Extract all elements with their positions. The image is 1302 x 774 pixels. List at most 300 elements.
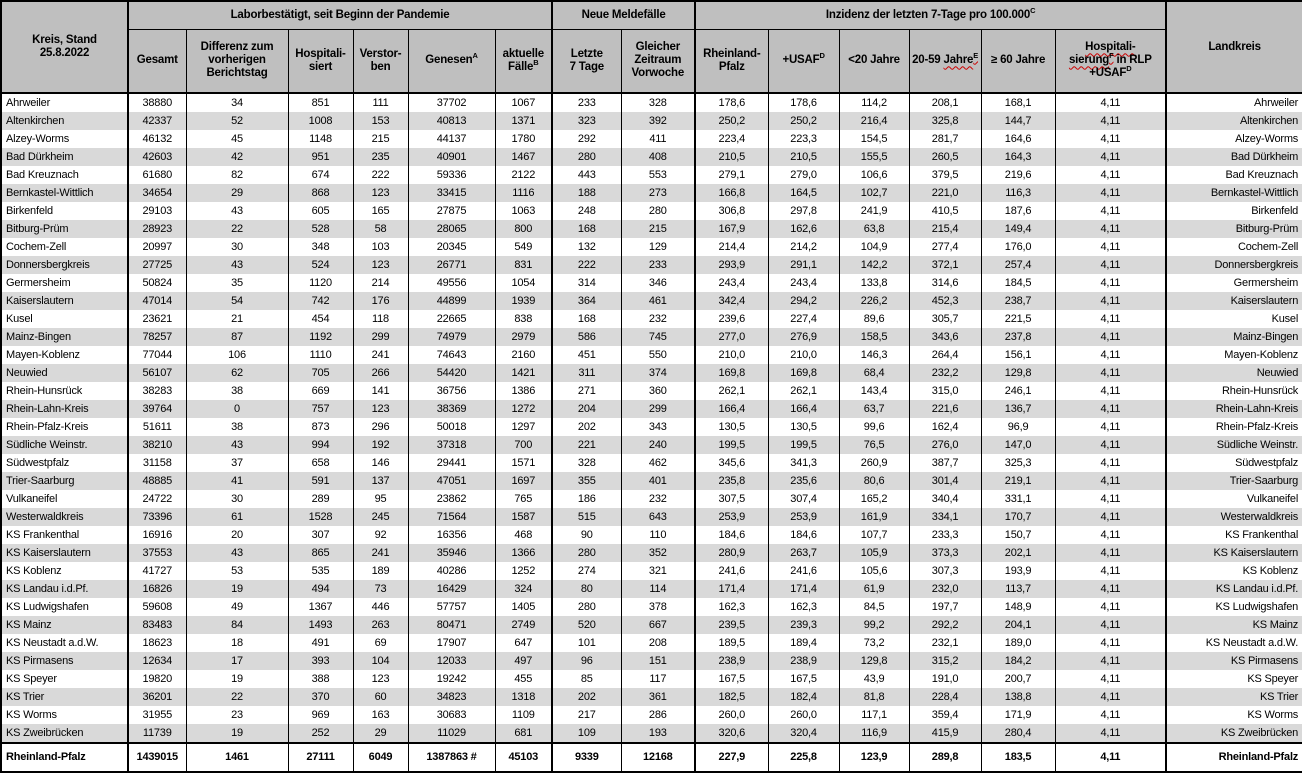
value-cell-aktuelle-faelle: 2979	[495, 328, 552, 346]
landkreis-cell: Bernkastel-Wittlich	[1166, 184, 1302, 202]
footnote-superscript: D	[819, 51, 825, 61]
value-cell-hospitalisierung-in-rlp-usaf: 4,11	[1055, 454, 1166, 472]
value-cell-ab-60-jahre: 144,7	[981, 112, 1055, 130]
value-cell-hospitalisierung-in-rlp-usaf: 4,11	[1055, 220, 1166, 238]
value-cell-hospitalisierung-in-rlp-usaf: 4,11	[1055, 724, 1166, 743]
value-cell-hospitalisierung-in-rlp-usaf: 4,11	[1055, 238, 1166, 256]
value-cell-plus-usaf: 178,6	[768, 93, 839, 112]
value-cell-letzte-7-tage: 109	[552, 724, 621, 743]
value-cell-letzte-7-tage: 280	[552, 598, 621, 616]
kreis-name-cell: Cochem-Zell	[1, 238, 128, 256]
value-cell-aktuelle-faelle: 1371	[495, 112, 552, 130]
value-cell-hospitalisiert: 1120	[288, 274, 353, 292]
value-cell-gesamt: 78257	[128, 328, 186, 346]
value-cell-aktuelle-faelle: 1054	[495, 274, 552, 292]
value-cell-rheinland-pfalz: 238,9	[695, 652, 768, 670]
value-cell-unter-20-jahre: 260,9	[839, 454, 909, 472]
kreis-name-cell: Westerwaldkreis	[1, 508, 128, 526]
value-cell-genesen: 57757	[408, 598, 495, 616]
value-cell-differenz-zum-vorherigen-berichtstag: 18	[186, 634, 288, 652]
value-cell-gleicher-zeitraum-vorwoche: 411	[621, 130, 695, 148]
value-cell-aktuelle-faelle: 700	[495, 436, 552, 454]
value-cell-rheinland-pfalz: 169,8	[695, 364, 768, 382]
value-cell-gleicher-zeitraum-vorwoche: 392	[621, 112, 695, 130]
kreis-name-cell: Südliche Weinstr.	[1, 436, 128, 454]
value-cell-unter-20-jahre: 158,5	[839, 328, 909, 346]
value-cell-letzte-7-tage: 314	[552, 274, 621, 292]
column-header-letzte-7-tage: Letzte 7 Tage	[552, 29, 621, 93]
value-cell-plus-usaf: 263,7	[768, 544, 839, 562]
value-cell-gleicher-zeitraum-vorwoche: 328	[621, 93, 695, 112]
landkreis-cell: Trier-Saarburg	[1166, 472, 1302, 490]
value-cell-20-59-jahre: 452,3	[909, 292, 981, 310]
value-cell-hospitalisierung-in-rlp-usaf: 4,11	[1055, 472, 1166, 490]
value-cell-letzte-7-tage: 280	[552, 544, 621, 562]
value-cell-ab-60-jahre: 147,0	[981, 436, 1055, 454]
value-cell-hospitalisierung-in-rlp-usaf: 4,11	[1055, 688, 1166, 706]
value-cell-letzte-7-tage: 202	[552, 688, 621, 706]
kreis-name-cell: Bad Dürkheim	[1, 148, 128, 166]
value-cell-gleicher-zeitraum-vorwoche: 361	[621, 688, 695, 706]
value-cell-hospitalisiert: 1528	[288, 508, 353, 526]
landkreis-cell: KS Frankenthal	[1166, 526, 1302, 544]
value-cell-gleicher-zeitraum-vorwoche: 129	[621, 238, 695, 256]
value-cell-gesamt: 42603	[128, 148, 186, 166]
value-cell-letzte-7-tage: 132	[552, 238, 621, 256]
value-cell-differenz-zum-vorherigen-berichtstag: 22	[186, 688, 288, 706]
value-cell-differenz-zum-vorherigen-berichtstag: 17	[186, 652, 288, 670]
value-cell-letzte-7-tage: 168	[552, 310, 621, 328]
value-cell-20-59-jahre: 215,4	[909, 220, 981, 238]
value-cell-20-59-jahre: 162,4	[909, 418, 981, 436]
table-row	[1, 93, 1302, 112]
value-cell-hospitalisierung-in-rlp-usaf: 4,11	[1055, 112, 1166, 130]
value-cell-ab-60-jahre: 221,5	[981, 310, 1055, 328]
value-cell-gesamt: 56107	[128, 364, 186, 382]
value-cell-genesen: 22665	[408, 310, 495, 328]
value-cell-hospitalisiert: 591	[288, 472, 353, 490]
value-cell-rheinland-pfalz: 277,0	[695, 328, 768, 346]
value-cell-gesamt: 12634	[128, 652, 186, 670]
table-row	[1, 130, 1302, 148]
value-cell-rheinland-pfalz: 130,5	[695, 418, 768, 436]
value-cell-unter-20-jahre: 241,9	[839, 202, 909, 220]
value-cell-genesen: 17907	[408, 634, 495, 652]
value-cell-genesen: 44137	[408, 130, 495, 148]
value-cell-ab-60-jahre: 170,7	[981, 508, 1055, 526]
value-cell-rheinland-pfalz: 189,5	[695, 634, 768, 652]
value-cell-gleicher-zeitraum-vorwoche: 110	[621, 526, 695, 544]
table-row	[1, 364, 1302, 382]
group-header-laborbestaetigt: Laborbestätigt, seit Beginn der Pandemie	[128, 1, 552, 29]
landkreis-cell: Cochem-Zell	[1166, 238, 1302, 256]
landkreis-cell: Bitburg-Prüm	[1166, 220, 1302, 238]
value-cell-aktuelle-faelle: 468	[495, 526, 552, 544]
value-cell-20-59-jahre: 373,3	[909, 544, 981, 562]
value-cell-aktuelle-faelle: 1467	[495, 148, 552, 166]
value-cell-gesamt: 20997	[128, 238, 186, 256]
value-cell-plus-usaf: 164,5	[768, 184, 839, 202]
value-cell-letzte-7-tage: 355	[552, 472, 621, 490]
kreis-name-cell: Bitburg-Prüm	[1, 220, 128, 238]
footnote-superscript: C	[1030, 5, 1036, 15]
value-cell-rheinland-pfalz: 262,1	[695, 382, 768, 400]
value-cell-20-59-jahre: 387,7	[909, 454, 981, 472]
value-cell-aktuelle-faelle: 2749	[495, 616, 552, 634]
value-cell-hospitalisiert: 1192	[288, 328, 353, 346]
value-cell-differenz-zum-vorherigen-berichtstag: 35	[186, 274, 288, 292]
value-cell-plus-usaf: 341,3	[768, 454, 839, 472]
value-cell-hospitalisierung-in-rlp-usaf: 4,11	[1055, 364, 1166, 382]
spellcheck-underlined-text: Jahre	[943, 54, 974, 67]
value-cell-20-59-jahre: 305,7	[909, 310, 981, 328]
value-cell-plus-usaf: 243,4	[768, 274, 839, 292]
value-cell-genesen: 26771	[408, 256, 495, 274]
value-cell-gesamt: 61680	[128, 166, 186, 184]
value-cell-genesen: 27875	[408, 202, 495, 220]
kreis-name-cell: Mainz-Bingen	[1, 328, 128, 346]
value-cell-gleicher-zeitraum-vorwoche: 462	[621, 454, 695, 472]
table-row	[1, 400, 1302, 418]
value-cell-verstorben: 215	[353, 130, 408, 148]
value-cell-genesen: 35946	[408, 544, 495, 562]
kreis-name-cell: Germersheim	[1, 274, 128, 292]
value-cell-hospitalisierung-in-rlp-usaf: 4,11	[1055, 382, 1166, 400]
value-cell-unter-20-jahre: 155,5	[839, 148, 909, 166]
value-cell-aktuelle-faelle: 324	[495, 580, 552, 598]
value-cell-aktuelle-faelle: 1252	[495, 562, 552, 580]
value-cell-aktuelle-faelle: 838	[495, 310, 552, 328]
value-cell-20-59-jahre: 232,2	[909, 364, 981, 382]
column-header-verstorben: Verstor- ben	[353, 29, 408, 93]
value-cell-letzte-7-tage: 90	[552, 526, 621, 544]
value-cell-genesen: 29441	[408, 454, 495, 472]
value-cell-hospitalisiert: 348	[288, 238, 353, 256]
value-cell-gleicher-zeitraum-vorwoche: 215	[621, 220, 695, 238]
value-cell-aktuelle-faelle: 549	[495, 238, 552, 256]
value-cell-aktuelle-faelle: 800	[495, 220, 552, 238]
table-row	[1, 526, 1302, 544]
value-cell-gleicher-zeitraum-vorwoche: 280	[621, 202, 695, 220]
kreis-name-cell: KS Worms	[1, 706, 128, 724]
table-row	[1, 580, 1302, 598]
table-row	[1, 454, 1302, 472]
value-cell-unter-20-jahre: 107,7	[839, 526, 909, 544]
value-cell-letzte-7-tage: 364	[552, 292, 621, 310]
kreis-name-cell: Rhein-Lahn-Kreis	[1, 400, 128, 418]
value-cell-ab-60-jahre: 136,7	[981, 400, 1055, 418]
value-cell-rheinland-pfalz: 239,5	[695, 616, 768, 634]
table-row	[1, 382, 1302, 400]
value-cell-rheinland-pfalz: 171,4	[695, 580, 768, 598]
value-cell-differenz-zum-vorherigen-berichtstag: 29	[186, 184, 288, 202]
value-cell-rheinland-pfalz: 178,6	[695, 93, 768, 112]
value-cell-hospitalisiert: 393	[288, 652, 353, 670]
value-cell-20-59-jahre: 260,5	[909, 148, 981, 166]
value-cell-hospitalisierung-in-rlp-usaf: 4,11	[1055, 310, 1166, 328]
value-cell-gleicher-zeitraum-vorwoche: 151	[621, 652, 695, 670]
value-cell-rheinland-pfalz: 167,5	[695, 670, 768, 688]
table-row	[1, 706, 1302, 724]
kreis-name-cell: Südwestpfalz	[1, 454, 128, 472]
value-cell-aktuelle-faelle: 681	[495, 724, 552, 743]
value-cell-hospitalisierung-in-rlp-usaf: 4,11	[1055, 580, 1166, 598]
value-cell-unter-20-jahre: 63,8	[839, 220, 909, 238]
value-cell-verstorben: 266	[353, 364, 408, 382]
value-cell-gesamt: 28923	[128, 220, 186, 238]
value-cell-20-59-jahre: 277,4	[909, 238, 981, 256]
landkreis-cell: Rhein-Hunsrück	[1166, 382, 1302, 400]
value-cell-ab-60-jahre: 280,4	[981, 724, 1055, 743]
landkreis-cell: KS Pirmasens	[1166, 652, 1302, 670]
table-row	[1, 472, 1302, 490]
value-cell-20-59-jahre: 314,6	[909, 274, 981, 292]
value-cell-aktuelle-faelle: 1318	[495, 688, 552, 706]
kreis-name-cell: Bad Kreuznach	[1, 166, 128, 184]
value-cell-differenz-zum-vorherigen-berichtstag: 19	[186, 724, 288, 743]
kreis-name-cell: Rheinland-Pfalz	[1, 743, 128, 772]
value-cell-rheinland-pfalz: 184,6	[695, 526, 768, 544]
value-cell-hospitalisiert: 951	[288, 148, 353, 166]
value-cell-genesen: 16429	[408, 580, 495, 598]
value-cell-letzte-7-tage: 85	[552, 670, 621, 688]
value-cell-gesamt: 11739	[128, 724, 186, 743]
kreis-name-cell: Birkenfeld	[1, 202, 128, 220]
value-cell-unter-20-jahre: 89,6	[839, 310, 909, 328]
value-cell-differenz-zum-vorherigen-berichtstag: 43	[186, 544, 288, 562]
value-cell-verstorben: 263	[353, 616, 408, 634]
value-cell-verstorben: 141	[353, 382, 408, 400]
value-cell-unter-20-jahre: 68,4	[839, 364, 909, 382]
value-cell-gleicher-zeitraum-vorwoche: 321	[621, 562, 695, 580]
value-cell-differenz-zum-vorherigen-berichtstag: 37	[186, 454, 288, 472]
kreis-name-cell: KS Kaiserslautern	[1, 544, 128, 562]
table-row	[1, 544, 1302, 562]
value-cell-plus-usaf: 214,2	[768, 238, 839, 256]
value-cell-differenz-zum-vorherigen-berichtstag: 1461	[186, 743, 288, 772]
table-row	[1, 220, 1302, 238]
value-cell-aktuelle-faelle: 1386	[495, 382, 552, 400]
value-cell-aktuelle-faelle: 765	[495, 490, 552, 508]
value-cell-verstorben: 222	[353, 166, 408, 184]
value-cell-letzte-7-tage: 451	[552, 346, 621, 364]
column-header-genesen: Genesen$^A$	[408, 29, 495, 93]
value-cell-ab-60-jahre: 171,9	[981, 706, 1055, 724]
value-cell-verstorben: 92	[353, 526, 408, 544]
value-cell-hospitalisiert: 865	[288, 544, 353, 562]
value-cell-unter-20-jahre: 154,5	[839, 130, 909, 148]
value-cell-letzte-7-tage: 222	[552, 256, 621, 274]
value-cell-hospitalisiert: 454	[288, 310, 353, 328]
table-row	[1, 184, 1302, 202]
value-cell-differenz-zum-vorherigen-berichtstag: 41	[186, 472, 288, 490]
value-cell-rheinland-pfalz: 345,6	[695, 454, 768, 472]
value-cell-rheinland-pfalz: 210,5	[695, 148, 768, 166]
landkreis-cell: KS Speyer	[1166, 670, 1302, 688]
value-cell-rheinland-pfalz: 182,5	[695, 688, 768, 706]
value-cell-unter-20-jahre: 76,5	[839, 436, 909, 454]
value-cell-ab-60-jahre: 164,6	[981, 130, 1055, 148]
value-cell-gesamt: 59608	[128, 598, 186, 616]
value-cell-rheinland-pfalz: 235,8	[695, 472, 768, 490]
value-cell-aktuelle-faelle: 1421	[495, 364, 552, 382]
value-cell-20-59-jahre: 301,4	[909, 472, 981, 490]
value-cell-hospitalisiert: 1148	[288, 130, 353, 148]
value-cell-gesamt: 77044	[128, 346, 186, 364]
value-cell-gleicher-zeitraum-vorwoche: 12168	[621, 743, 695, 772]
kreis-name-cell: KS Zweibrücken	[1, 724, 128, 743]
value-cell-letzte-7-tage: 204	[552, 400, 621, 418]
value-cell-gesamt: 41727	[128, 562, 186, 580]
value-cell-gleicher-zeitraum-vorwoche: 117	[621, 670, 695, 688]
value-cell-gesamt: 16916	[128, 526, 186, 544]
value-cell-hospitalisiert: 674	[288, 166, 353, 184]
landkreis-cell: Mainz-Bingen	[1166, 328, 1302, 346]
value-cell-verstorben: 111	[353, 93, 408, 112]
value-cell-ab-60-jahre: 183,5	[981, 743, 1055, 772]
value-cell-genesen: 19242	[408, 670, 495, 688]
value-cell-genesen: 23862	[408, 490, 495, 508]
value-cell-letzte-7-tage: 443	[552, 166, 621, 184]
value-cell-plus-usaf: 307,4	[768, 490, 839, 508]
value-cell-hospitalisiert: 873	[288, 418, 353, 436]
value-cell-aktuelle-faelle: 1109	[495, 706, 552, 724]
value-cell-plus-usaf: 199,5	[768, 436, 839, 454]
column-header-landkreis: Landkreis	[1166, 1, 1302, 93]
value-cell-rheinland-pfalz: 293,9	[695, 256, 768, 274]
value-cell-genesen: 50018	[408, 418, 495, 436]
value-cell-genesen: 59336	[408, 166, 495, 184]
value-cell-gesamt: 51611	[128, 418, 186, 436]
value-cell-plus-usaf: 239,3	[768, 616, 839, 634]
table-row	[1, 310, 1302, 328]
value-cell-unter-20-jahre: 105,9	[839, 544, 909, 562]
spellcheck-underlined-text: Hospitali-	[1085, 41, 1136, 54]
value-cell-hospitalisiert: 535	[288, 562, 353, 580]
kreis-name-cell: Ahrweiler	[1, 93, 128, 112]
value-cell-verstorben: 153	[353, 112, 408, 130]
value-cell-gesamt: 16826	[128, 580, 186, 598]
value-cell-plus-usaf: 294,2	[768, 292, 839, 310]
value-cell-differenz-zum-vorherigen-berichtstag: 62	[186, 364, 288, 382]
value-cell-rheinland-pfalz: 166,4	[695, 400, 768, 418]
value-cell-20-59-jahre: 228,4	[909, 688, 981, 706]
value-cell-letzte-7-tage: 186	[552, 490, 621, 508]
value-cell-differenz-zum-vorherigen-berichtstag: 30	[186, 490, 288, 508]
value-cell-hospitalisiert: 388	[288, 670, 353, 688]
value-cell-verstorben: 103	[353, 238, 408, 256]
value-cell-letzte-7-tage: 328	[552, 454, 621, 472]
value-cell-ab-60-jahre: 187,6	[981, 202, 1055, 220]
value-cell-gleicher-zeitraum-vorwoche: 352	[621, 544, 695, 562]
value-cell-20-59-jahre: 221,0	[909, 184, 981, 202]
value-cell-ab-60-jahre: 129,8	[981, 364, 1055, 382]
value-cell-rheinland-pfalz: 279,1	[695, 166, 768, 184]
kreis-name-cell: Mayen-Koblenz	[1, 346, 128, 364]
landkreis-cell: Vulkaneifel	[1166, 490, 1302, 508]
value-cell-aktuelle-faelle: 1780	[495, 130, 552, 148]
value-cell-aktuelle-faelle: 455	[495, 670, 552, 688]
value-cell-plus-usaf: 279,0	[768, 166, 839, 184]
value-cell-gesamt: 83483	[128, 616, 186, 634]
value-cell-differenz-zum-vorherigen-berichtstag: 61	[186, 508, 288, 526]
value-cell-hospitalisierung-in-rlp-usaf: 4,11	[1055, 652, 1166, 670]
value-cell-plus-usaf: 162,3	[768, 598, 839, 616]
value-cell-20-59-jahre: 264,4	[909, 346, 981, 364]
value-cell-verstorben: 235	[353, 148, 408, 166]
landkreis-cell: KS Worms	[1166, 706, 1302, 724]
landkreis-cell: Rhein-Lahn-Kreis	[1166, 400, 1302, 418]
value-cell-letzte-7-tage: 323	[552, 112, 621, 130]
value-cell-letzte-7-tage: 520	[552, 616, 621, 634]
column-header-unter-20-jahre: <20 Jahre	[839, 29, 909, 93]
value-cell-hospitalisiert: 252	[288, 724, 353, 743]
table-row	[1, 436, 1302, 454]
landkreis-cell: KS Neustadt a.d.W.	[1166, 634, 1302, 652]
kreis-name-cell: Kusel	[1, 310, 128, 328]
value-cell-hospitalisiert: 27111	[288, 743, 353, 772]
value-cell-letzte-7-tage: 248	[552, 202, 621, 220]
value-cell-verstorben: 146	[353, 454, 408, 472]
value-cell-genesen: 80471	[408, 616, 495, 634]
value-cell-20-59-jahre: 233,3	[909, 526, 981, 544]
value-cell-plus-usaf: 167,5	[768, 670, 839, 688]
value-cell-genesen: 28065	[408, 220, 495, 238]
value-cell-genesen: 34823	[408, 688, 495, 706]
value-cell-hospitalisierung-in-rlp-usaf: 4,11	[1055, 148, 1166, 166]
value-cell-unter-20-jahre: 216,4	[839, 112, 909, 130]
value-cell-letzte-7-tage: 202	[552, 418, 621, 436]
group-header-inzidenz-7-tage: Inzidenz der letzten 7-Tage pro $100.000^C$	[695, 1, 1166, 29]
value-cell-gleicher-zeitraum-vorwoche: 299	[621, 400, 695, 418]
value-cell-ab-60-jahre: 204,1	[981, 616, 1055, 634]
kreis-name-cell: Kaiserslautern	[1, 292, 128, 310]
value-cell-rheinland-pfalz: 320,6	[695, 724, 768, 743]
value-cell-20-59-jahre: 343,6	[909, 328, 981, 346]
value-cell-letzte-7-tage: 311	[552, 364, 621, 382]
value-cell-ab-60-jahre: 168,1	[981, 93, 1055, 112]
value-cell-20-59-jahre: 372,1	[909, 256, 981, 274]
landkreis-cell: KS Mainz	[1166, 616, 1302, 634]
value-cell-genesen: 74643	[408, 346, 495, 364]
value-cell-plus-usaf: 166,4	[768, 400, 839, 418]
value-cell-rheinland-pfalz: 223,4	[695, 130, 768, 148]
value-cell-hospitalisierung-in-rlp-usaf: 4,11	[1055, 418, 1166, 436]
landkreis-cell: Neuwied	[1166, 364, 1302, 382]
value-cell-rheinland-pfalz: 243,4	[695, 274, 768, 292]
table-header	[1, 1, 1302, 93]
value-cell-ab-60-jahre: 238,7	[981, 292, 1055, 310]
footnote-superscript: B	[533, 57, 539, 67]
corner-header-kreis-stand: Kreis, Stand 25.8.2022	[1, 1, 128, 93]
value-cell-hospitalisierung-in-rlp-usaf: 4,11	[1055, 346, 1166, 364]
value-cell-aktuelle-faelle: 1571	[495, 454, 552, 472]
value-cell-hospitalisierung-in-rlp-usaf: 4,11	[1055, 166, 1166, 184]
value-cell-genesen: 30683	[408, 706, 495, 724]
value-cell-ab-60-jahre: 164,3	[981, 148, 1055, 166]
value-cell-hospitalisiert: 605	[288, 202, 353, 220]
value-cell-genesen: 44899	[408, 292, 495, 310]
value-cell-genesen: 33415	[408, 184, 495, 202]
value-cell-rheinland-pfalz: 260,0	[695, 706, 768, 724]
value-cell-20-59-jahre: 307,3	[909, 562, 981, 580]
value-cell-gesamt: 18623	[128, 634, 186, 652]
value-cell-unter-20-jahre: 161,9	[839, 508, 909, 526]
value-cell-differenz-zum-vorherigen-berichtstag: 19	[186, 670, 288, 688]
value-cell-hospitalisierung-in-rlp-usaf: 4,11	[1055, 274, 1166, 292]
value-cell-differenz-zum-vorherigen-berichtstag: 21	[186, 310, 288, 328]
value-cell-plus-usaf: 225,8	[768, 743, 839, 772]
